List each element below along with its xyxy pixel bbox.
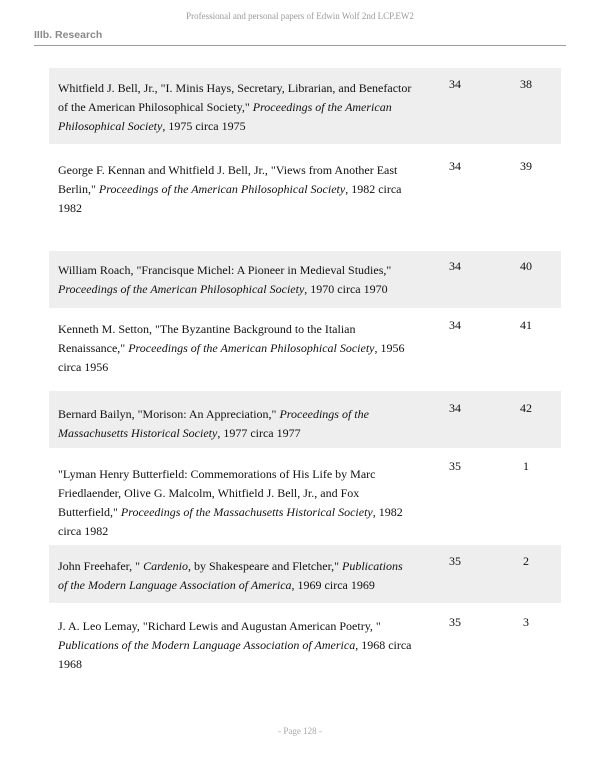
list-item xyxy=(49,448,561,545)
folder-number: 1 xyxy=(523,459,529,473)
entry-description: George F. Kennan and Whitfield J. Bell, Jr., "Views from Another East Berlin," Proceedings of the American Philosophical Society, 1982 circa 1982 xyxy=(58,163,402,215)
box-number: 34 xyxy=(449,159,461,173)
title-italic: Cardenio xyxy=(143,559,188,573)
entry-description: John Freehafer, " Cardenio, by Shakespeare and Fletcher," Publications of the Modern Language Association of America, 1969 circa 1969 xyxy=(58,559,403,592)
list-item xyxy=(49,603,561,683)
entry-description: William Roach, "Francisque Michel: A Pioneer in Medieval Studies," Proceedings of the American Philosophical Society, 1970 circa 1970 xyxy=(58,263,392,296)
folder-number: 3 xyxy=(523,615,529,629)
entry-description: Kenneth M. Setton, "The Byzantine Background to the Italian Renaissance," Proceedings of the American Philosophical Society, 1956 circa 1956 xyxy=(58,322,405,374)
box-number: 35 xyxy=(449,615,461,629)
folder-number: 40 xyxy=(520,259,532,273)
list-item xyxy=(49,68,561,144)
collection-title: Professional and personal papers of Edwin Wolf 2nd LCP.EW2 xyxy=(186,11,414,21)
entry-description: "Lyman Henry Butterfield: Commemorations of His Life by Marc Friedlaender, Olive G. Malcolm, Whitfield J. Bell, Jr., and Fox Butterfield," Proceedings of the Massachusetts Historical Society, 1982 circa 1982 xyxy=(58,467,403,538)
page-number: - Page 128 - xyxy=(278,726,322,736)
journal-title: Publications of the Modern Language Association of America xyxy=(58,638,356,652)
journal-title: Proceedings of the American Philosophical Society xyxy=(128,341,375,355)
entry-description: Bernard Bailyn, "Morison: An Appreciation," Proceedings of the Massachusetts Historical Society, 1977 circa 1977 xyxy=(58,407,369,440)
section-heading: IIIb. Research xyxy=(34,29,103,41)
journal-title: Proceedings of the Massachusetts Historical Society xyxy=(58,407,369,440)
list-item xyxy=(49,391,561,448)
folder-number: 41 xyxy=(520,318,532,332)
entry-description: Whitfield J. Bell, Jr., "I. Minis Hays, Secretary, Librarian, and Benefactor of the American Philosophical Society," Proceedings of the American Philosophical Society, 1975 circa 1975 xyxy=(58,81,412,133)
journal-title: Proceedings of the Massachusetts Historical Society xyxy=(120,505,373,519)
box-number: 35 xyxy=(449,554,461,568)
box-number: 34 xyxy=(449,318,461,332)
journal-title: Publications of the Modern Language Association of America xyxy=(58,559,403,592)
journal-title: Proceedings of the American Philosophical Society xyxy=(98,182,346,196)
box-number: 34 xyxy=(449,259,461,273)
box-number: 34 xyxy=(449,401,461,415)
header-divider xyxy=(34,45,566,46)
list-item xyxy=(49,251,561,308)
folder-number: 39 xyxy=(520,159,532,173)
folder-number: 42 xyxy=(520,401,532,415)
journal-title: Proceedings of the American Philosophical Society xyxy=(58,282,305,296)
journal-title: Proceedings of the American Philosophical Society xyxy=(58,100,392,133)
list-item xyxy=(49,545,561,603)
box-number: 34 xyxy=(449,77,461,91)
list-item xyxy=(49,308,561,391)
list-item xyxy=(49,144,561,251)
folder-number: 38 xyxy=(520,77,532,91)
entry-description: J. A. Leo Lemay, "Richard Lewis and Augustan American Poetry, " Publications of the Modern Language Association of America, 1968 circa 1968 xyxy=(58,619,412,671)
box-number: 35 xyxy=(449,459,461,473)
folder-number: 2 xyxy=(523,554,529,568)
entry-list xyxy=(49,68,561,683)
